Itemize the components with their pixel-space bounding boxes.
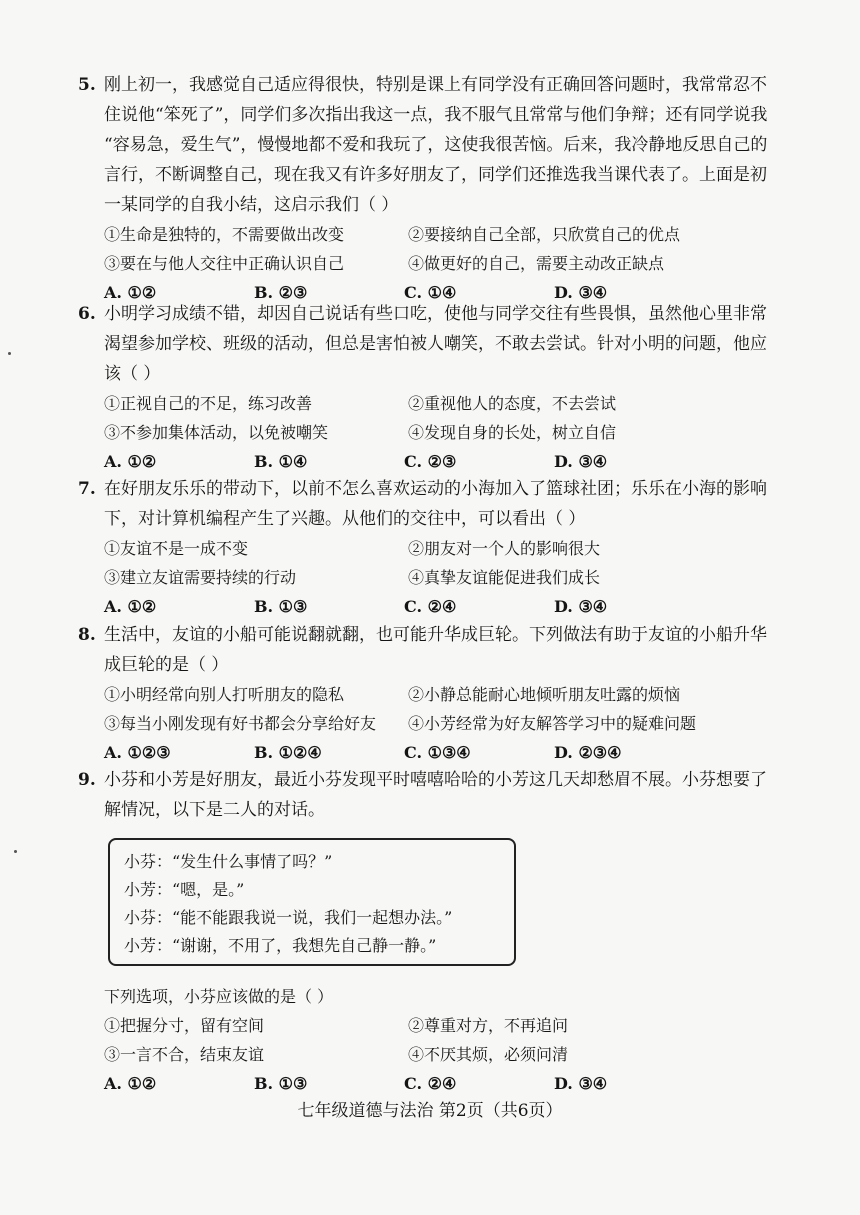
choice-d: D. ③④ (554, 283, 608, 302)
choice-a: A. ①②③ (104, 743, 171, 762)
choice-a: A. ①② (104, 283, 157, 302)
answer-choices (78, 738, 790, 767)
statement-2: ②小静总能耐心地倾听朋友吐露的烦恼 (408, 685, 681, 704)
statement-4: ④真挚友谊能促进我们成长 (408, 568, 601, 587)
choice-b: B. ①③ (254, 597, 308, 616)
stem-line: “容易急，爱生气”，慢慢地都不爱和我玩了，这使我很苦恼。后来，我冷静地反思自己的 (104, 135, 768, 155)
statement-1: ①把握分寸，留有空间 (104, 1016, 265, 1035)
statement-row (78, 1040, 790, 1069)
stem-line: 渴望参加学校、班级的活动，但总是害怕被人嘲笑，不敢去尝试。针对小明的问题，他应 (104, 334, 767, 354)
dialogue-line: 小芳：“嗯，是。” (124, 880, 245, 899)
question-stem (78, 474, 790, 534)
scan-speck (14, 850, 17, 853)
dialogue-line: 小芬：“能不能跟我说一说，我们一起想办法。” (124, 908, 453, 927)
statement-2: ②尊重对方，不再追问 (408, 1016, 569, 1035)
question-6 (78, 299, 790, 476)
choice-d: D. ③④ (554, 1074, 608, 1093)
stem-line: 一某同学的自我小结，这启示我们（ ） (104, 195, 399, 215)
statement-3: ③不参加集体活动，以免被嘲笑 (104, 423, 329, 442)
statement-4: ④做更好的自己，需要主动改正缺点 (408, 254, 665, 273)
statement-row (78, 563, 790, 592)
statement-row (78, 389, 790, 418)
stem-line: 言行，不断调整自己，现在我又有许多好朋友了，同学们还推选我当课代表了。上面是初 (104, 165, 767, 185)
dialogue-box (108, 838, 516, 966)
statement-2: ②重视他人的态度，不去尝试 (408, 394, 617, 413)
dialogue-line: 小芳：“谢谢，不用了，我想先自己静一静。” (124, 936, 437, 955)
question-number: 5. (78, 75, 96, 95)
question-number: 7. (78, 479, 96, 499)
stem-line: 下，对计算机编程产生了兴趣。从他们的交往中，可以看出（ ） (104, 509, 586, 529)
statement-1: ①友谊不是一成不变 (104, 539, 249, 558)
answer-choices (78, 447, 790, 476)
question-9-options (78, 982, 790, 1098)
choice-c: C. ②③ (404, 452, 457, 471)
choice-a: A. ①② (104, 597, 157, 616)
choice-c: C. ②④ (404, 597, 457, 616)
stem-line: 成巨轮的是（ ） (104, 655, 229, 675)
stem-line: 生活中，友谊的小船可能说翻就翻，也可能升华成巨轮。下列做法有助于友谊的小船升华 (104, 625, 767, 645)
prompt-text: 下列选项，小芬应该做的是（ ） (104, 987, 334, 1006)
statement-2: ②要接纳自己全部，只欣赏自己的优点 (408, 225, 681, 244)
statement-row (78, 220, 790, 249)
statement-4: ④发现自身的长处，树立自信 (408, 423, 617, 442)
question-stem (78, 620, 790, 680)
dialogue-line: 小芬：“发生什么事情了吗？” (124, 852, 333, 871)
stem-line: 解情况，以下是二人的对话。 (104, 800, 325, 820)
statement-row (78, 249, 790, 278)
choice-d: D. ②③④ (554, 743, 622, 762)
choice-b: B. ①③ (254, 1074, 308, 1093)
statement-1: ①正视自己的不足，练习改善 (104, 394, 313, 413)
stem-line: 小明学习成绩不错，却因自己说话有些口吃，使他与同学交往有些畏惧，虽然他心里非常 (104, 304, 767, 324)
choice-b: B. ①④ (254, 452, 308, 471)
scan-speck (8, 352, 11, 355)
choice-b: B. ②③ (254, 283, 308, 302)
statement-row (78, 418, 790, 447)
statement-row (78, 709, 790, 738)
question-stem (78, 70, 790, 220)
question-stem (78, 299, 790, 389)
question-prompt (78, 982, 790, 1011)
statement-row (78, 534, 790, 563)
statement-1: ①小明经常向别人打听朋友的隐私 (104, 685, 345, 704)
answer-choices (78, 1069, 790, 1098)
stem-line: 小芬和小芳是好朋友，最近小芬发现平时嘻嘻哈哈的小芳这几天却愁眉不展。小芬想要了 (104, 770, 767, 790)
question-number: 9. (78, 770, 96, 790)
question-stem (78, 765, 790, 825)
choice-a: A. ①② (104, 452, 157, 471)
question-9 (78, 765, 790, 825)
choice-a: A. ①② (104, 1074, 157, 1093)
stem-line: 该（ ） (104, 364, 161, 384)
stem-line: 住说他“笨死了”，同学们多次指出我这一点，我不服气且常常与他们争辩；还有同学说我 (104, 105, 768, 125)
statement-3: ③要在与他人交往中正确认识自己 (104, 254, 345, 273)
statement-2: ②朋友对一个人的影响很大 (408, 539, 601, 558)
question-number: 8. (78, 625, 96, 645)
choice-c: C. ②④ (404, 1074, 457, 1093)
stem-line: 在好朋友乐乐的带动下，以前不怎么喜欢运动的小海加入了篮球社团；乐乐在小海的影响 (104, 479, 767, 499)
question-5 (78, 70, 790, 307)
statement-row (78, 680, 790, 709)
statement-row (78, 1011, 790, 1040)
choice-d: D. ③④ (554, 597, 608, 616)
stem-line: 刚上初一，我感觉自己适应得很快，特别是课上有同学没有正确回答问题时，我常常忍不 (104, 75, 767, 95)
choice-d: D. ③④ (554, 452, 608, 471)
choice-c: C. ①③④ (404, 743, 471, 762)
statement-4: ④不厌其烦，必须问清 (408, 1045, 569, 1064)
answer-choices (78, 592, 790, 621)
choice-c: C. ①④ (404, 283, 457, 302)
statement-1: ①生命是独特的，不需要做出改变 (104, 225, 345, 244)
statement-3: ③一言不合，结束友谊 (104, 1045, 265, 1064)
statement-3: ③建立友谊需要持续的行动 (104, 568, 297, 587)
statement-4: ④小芳经常为好友解答学习中的疑难问题 (408, 714, 697, 733)
question-8 (78, 620, 790, 767)
question-number: 6. (78, 304, 96, 324)
statement-3: ③每当小刚发现有好书都会分享给好友 (104, 714, 377, 733)
choice-b: B. ①②④ (254, 743, 322, 762)
page-footer: 七年级道德与法治 第2页（共6页） (297, 1101, 563, 1121)
question-7 (78, 474, 790, 621)
